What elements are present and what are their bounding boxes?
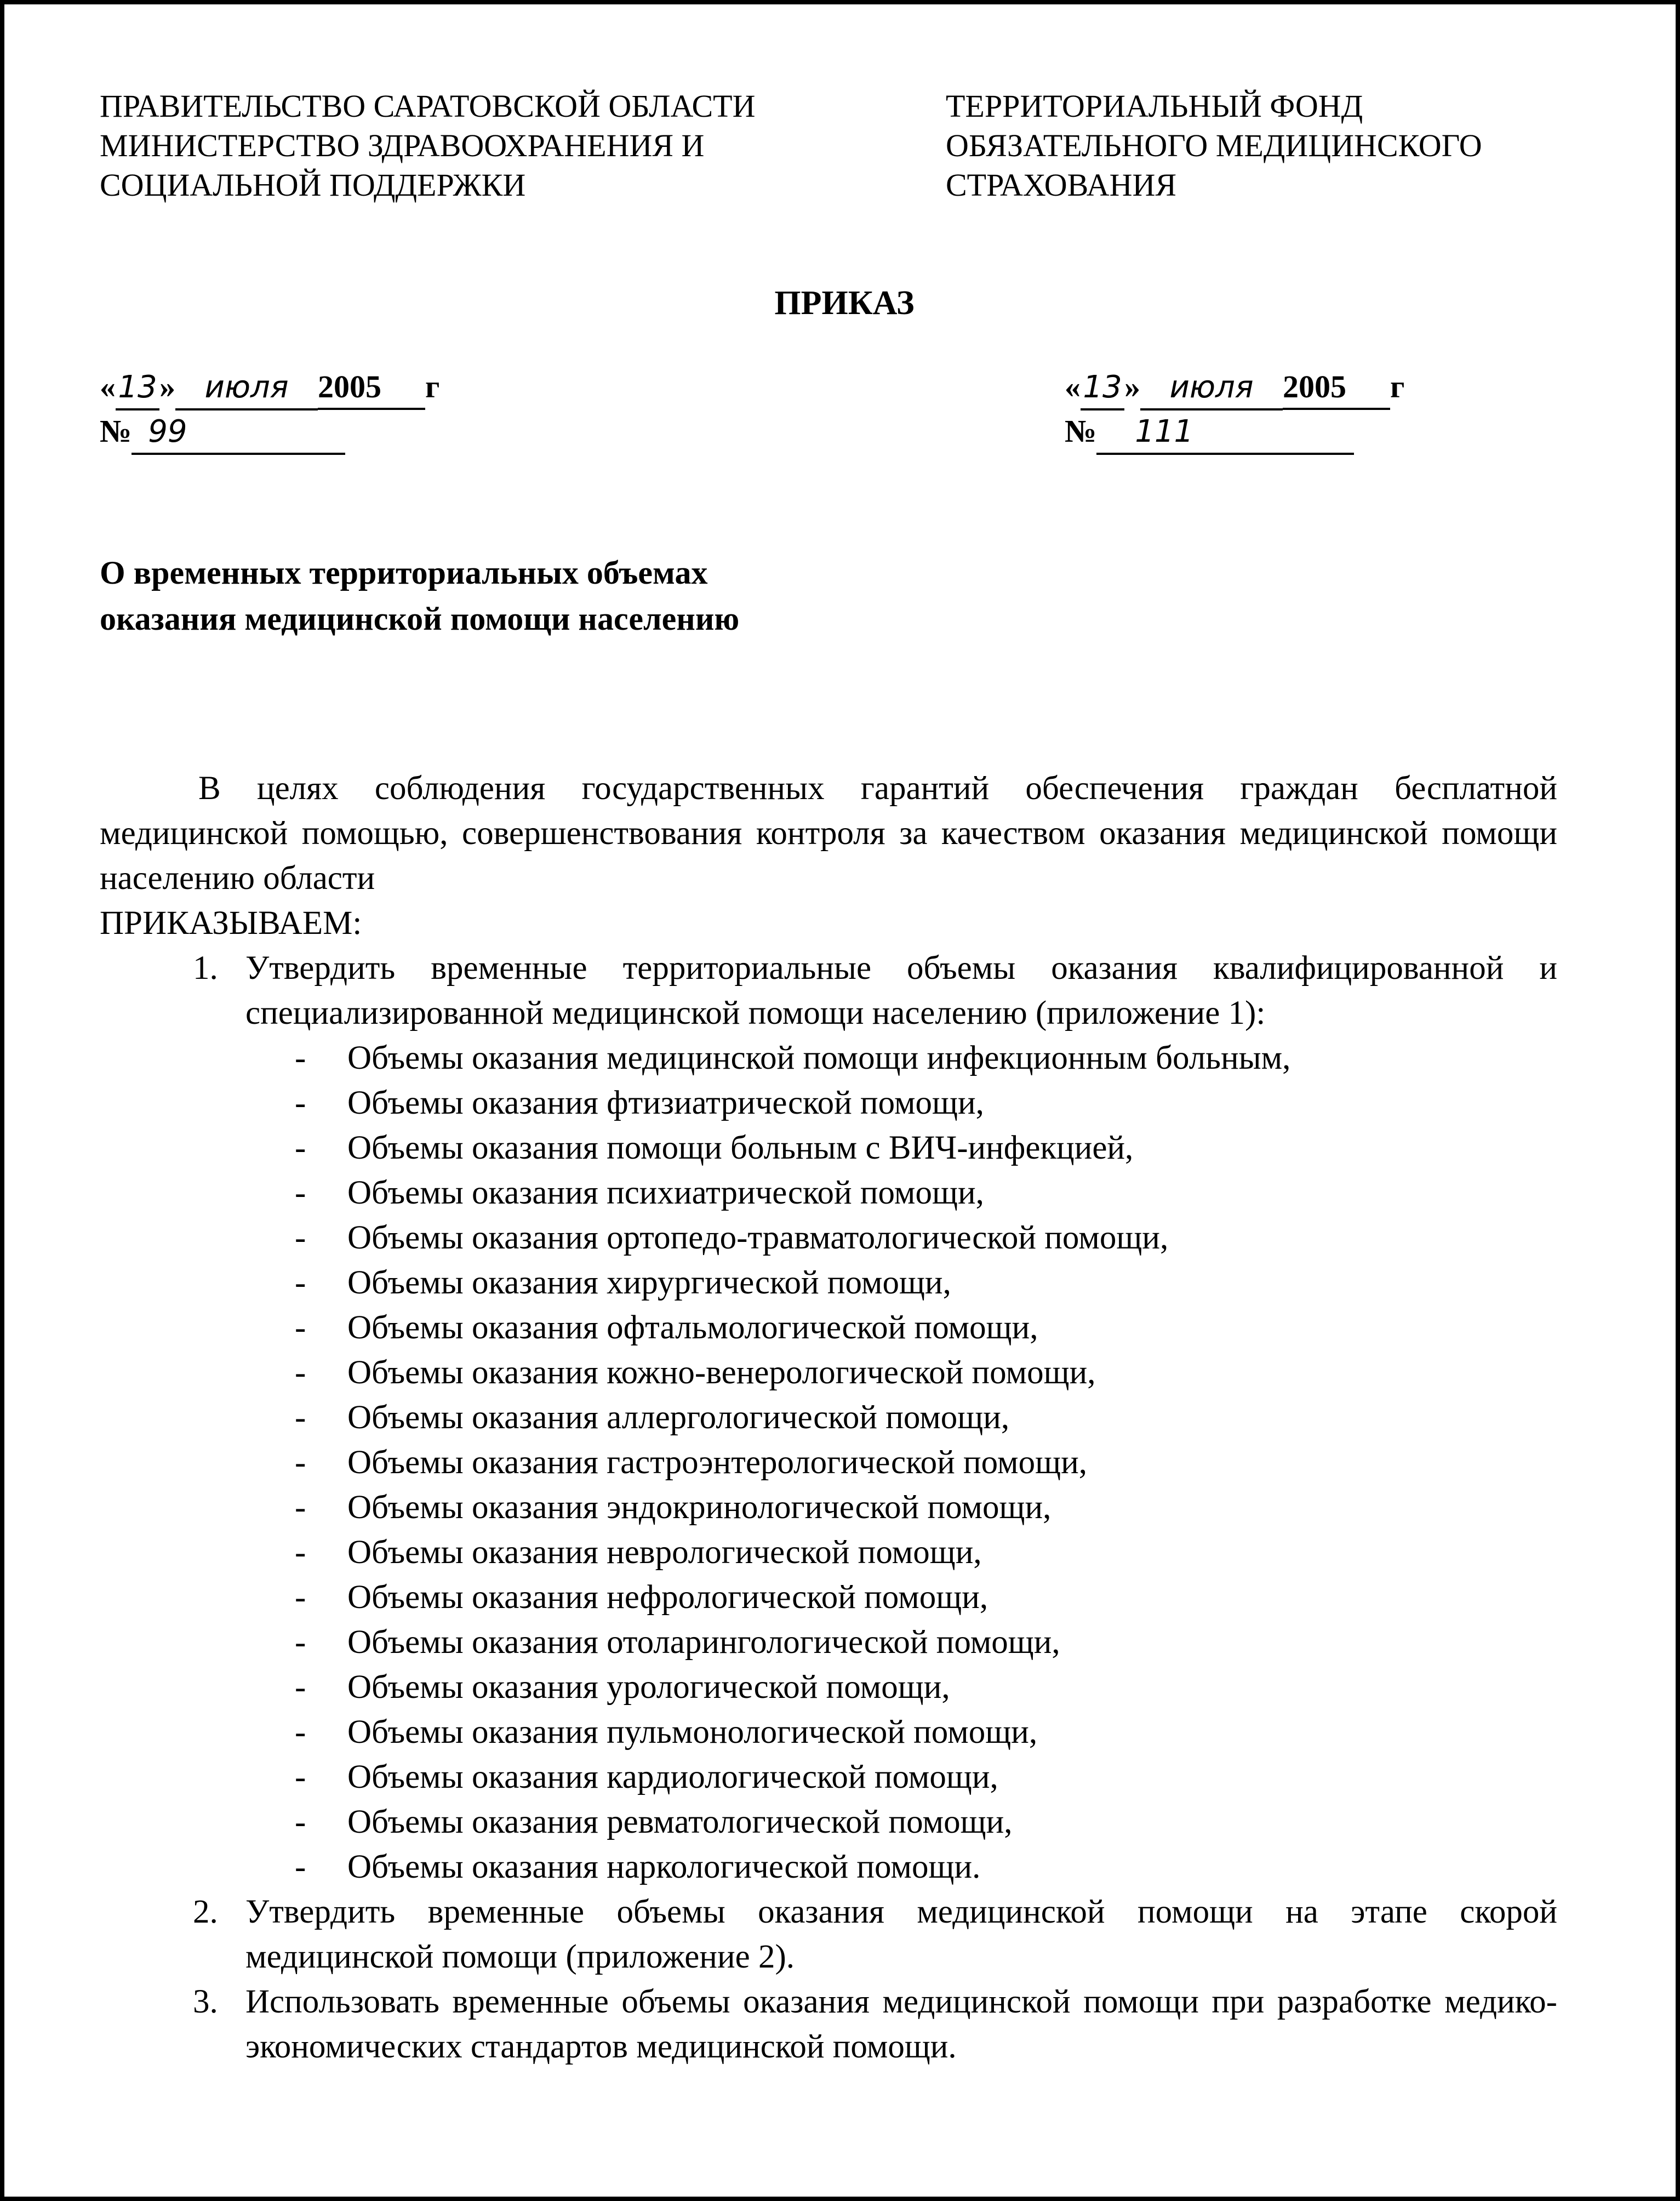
dash-bullet: -	[295, 1444, 306, 1481]
year-suffix: г	[1390, 369, 1405, 404]
list-item	[100, 1036, 1557, 1081]
list-item	[100, 1620, 1557, 1665]
list-item	[100, 1755, 1557, 1800]
dash-bullet: -	[295, 1040, 306, 1076]
year-blank	[1346, 366, 1390, 410]
date-number-block-left	[100, 366, 439, 455]
subitem-text: Объемы оказания отоларингологической помощи,	[347, 1624, 1060, 1661]
quote-close: »	[159, 369, 175, 404]
list-item	[100, 1800, 1557, 1845]
subitem-text: Объемы оказания медицинской помощи инфекционным больным,	[347, 1040, 1291, 1076]
dash-bullet: -	[295, 1219, 306, 1256]
subitem-text: Объемы оказания урологической помощи,	[347, 1669, 950, 1706]
handwritten-number: 99	[132, 411, 345, 455]
number-label: №	[1065, 413, 1097, 449]
header-left-line: СОЦИАЛЬНОЙ ПОДДЕРЖКИ	[100, 167, 526, 203]
subitem-text: Объемы оказания ревматологической помощи,	[347, 1804, 1013, 1840]
header-left-issuer	[100, 87, 755, 205]
item-number: 1.	[193, 950, 218, 987]
subitem-text: Объемы оказания неврологической помощи,	[347, 1534, 982, 1571]
header-right-line: ТЕРРИТОРИАЛЬНЫЙ ФОНД	[946, 88, 1363, 124]
list-item	[100, 1575, 1557, 1620]
order-item	[100, 946, 1557, 1036]
dash-bullet: -	[295, 1174, 306, 1211]
order-subject	[100, 550, 739, 642]
subitem-text: Объемы оказания фтизиатрической помощи,	[347, 1085, 984, 1121]
year: 2005	[318, 366, 381, 410]
date-line-left	[100, 366, 439, 410]
dash-bullet: -	[295, 1399, 306, 1436]
dash-bullet: -	[295, 1624, 306, 1661]
order-body	[100, 766, 1557, 2069]
dash-bullet: -	[295, 1489, 306, 1526]
subitem-text: Объемы оказания хирургической помощи,	[347, 1264, 951, 1301]
dash-bullet: -	[295, 1669, 306, 1706]
date-number-block-right	[1065, 366, 1404, 455]
number-line-left	[100, 410, 439, 455]
list-item	[100, 1081, 1557, 1126]
quote-close: »	[1124, 369, 1140, 404]
handwritten-day: 13	[116, 367, 159, 410]
list-item	[100, 1530, 1557, 1575]
list-item	[100, 1171, 1557, 1216]
item-number: 3.	[193, 1983, 218, 2020]
header-left-line: ПРАВИТЕЛЬСТВО САРАТОВСКОЙ ОБЛАСТИ	[100, 88, 756, 124]
subitem-text: Объемы оказания ортопедо-травматологической помощи,	[347, 1219, 1169, 1256]
year-suffix: г	[425, 369, 440, 404]
list-item	[100, 1710, 1557, 1755]
item-text: Утвердить временные объемы оказания медицинской помощи на этапе скорой медицинской помощи (приложение 2).	[245, 1894, 1557, 1975]
list-item	[100, 1665, 1557, 1710]
handwritten-month: июля	[1140, 367, 1283, 410]
dash-bullet: -	[295, 1714, 306, 1750]
dash-bullet: -	[295, 1804, 306, 1840]
subject-line: О временных территориальных объемах	[100, 555, 708, 591]
subitem-text: Объемы оказания аллергологической помощи,	[347, 1399, 1010, 1436]
handwritten-day: 13	[1081, 367, 1124, 410]
subitem-text: Объемы оказания эндокринологической помощи,	[347, 1489, 1052, 1526]
intro-paragraph: В целях соблюдения государственных гарантий обеспечения граждан бесплатной медицинской помощью, совершенствования контроля за качеством оказания медицинской помощи населению области	[100, 770, 1557, 897]
year-blank	[381, 366, 425, 410]
list-item	[100, 1305, 1557, 1350]
item-text: Использовать временные объемы оказания медицинской помощи при разработке медико-экономических стандартов медицинской помощи.	[245, 1983, 1557, 2065]
subitem-text: Объемы оказания кожно-венерологической помощи,	[347, 1354, 1096, 1391]
subject-line: оказания медицинской помощи населению	[100, 601, 740, 637]
list-item	[100, 1216, 1557, 1261]
list-item	[100, 1845, 1557, 1890]
subitem-text: Объемы оказания помощи больным с ВИЧ-инфекцией,	[347, 1130, 1134, 1166]
dash-bullet: -	[295, 1849, 306, 1885]
header-right-line: ОБЯЗАТЕЛЬНОГО МЕДИЦИНСКОГО	[946, 128, 1482, 163]
subitem-text: Объемы оказания кардиологической помощи,	[347, 1759, 998, 1795]
year: 2005	[1283, 366, 1346, 410]
order-item	[100, 1980, 1557, 2069]
document-title: ПРИКАЗ	[774, 284, 915, 322]
dash-bullet: -	[295, 1264, 306, 1301]
dash-bullet: -	[295, 1309, 306, 1346]
dash-bullet: -	[295, 1579, 306, 1616]
quote-open: «	[100, 369, 116, 404]
dash-bullet: -	[295, 1354, 306, 1391]
list-item	[100, 1485, 1557, 1530]
date-line-right	[1065, 366, 1404, 410]
dash-bullet: -	[295, 1534, 306, 1571]
handwritten-month: июля	[175, 367, 318, 410]
subitem-text: Объемы оказания психиатрической помощи,	[347, 1174, 984, 1211]
subitem-text: Объемы оказания нефрологической помощи,	[347, 1579, 988, 1616]
list-item	[100, 1395, 1557, 1440]
dash-bullet: -	[295, 1759, 306, 1795]
list-item	[100, 1126, 1557, 1171]
dash-bullet: -	[295, 1130, 306, 1166]
subitem-text: Объемы оказания гастроэнтерологической помощи,	[347, 1444, 1087, 1481]
quote-open: «	[1065, 369, 1081, 404]
list-item	[100, 1440, 1557, 1485]
item-text: Утвердить временные территориальные объемы оказания квалифицированной и специализированной медицинской помощи населению (приложение 1):	[245, 950, 1557, 1031]
subitem-list	[100, 1036, 1557, 1890]
header-right-line: СТРАХОВАНИЯ	[946, 167, 1177, 203]
order-items	[100, 946, 1557, 1036]
order-word: ПРИКАЗЫВАЕМ:	[100, 905, 362, 942]
item-number: 2.	[193, 1894, 218, 1930]
number-label: №	[100, 413, 132, 449]
subitem-text: Объемы оказания наркологической помощи.	[347, 1849, 981, 1885]
subitem-text: Объемы оказания офтальмологической помощи,	[347, 1309, 1038, 1346]
header-right-issuer	[946, 87, 1482, 205]
order-item	[100, 1890, 1557, 1980]
header-left-line: МИНИСТЕРСТВО ЗДРАВООХРАНЕНИЯ И	[100, 128, 705, 163]
number-line-right	[1065, 410, 1404, 455]
list-item	[100, 1350, 1557, 1395]
dash-bullet: -	[295, 1085, 306, 1121]
order-items-continued	[100, 1890, 1557, 2069]
handwritten-number: 111	[1096, 411, 1354, 455]
list-item	[100, 1261, 1557, 1305]
subitem-text: Объемы оказания пульмонологической помощи,	[347, 1714, 1038, 1750]
